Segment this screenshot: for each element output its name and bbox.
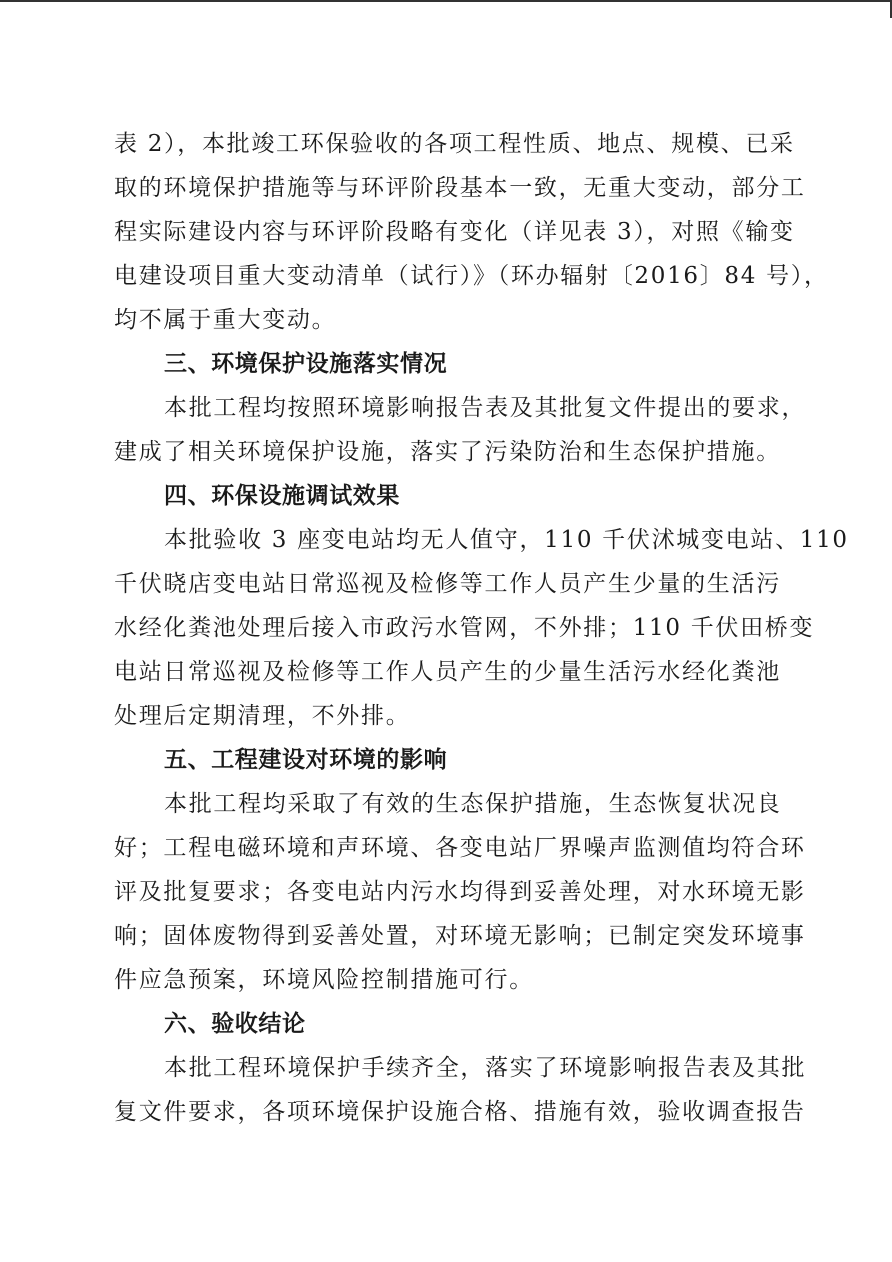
- section-heading-6: 六、验收结论: [164, 1011, 306, 1037]
- paragraph-line: 取的环境保护措施等与环评阶段基本一致，无重大变动，部分工: [114, 175, 806, 201]
- paragraph-line: 本批工程均采取了有效的生态保护措施，生态恢复状况良: [164, 791, 782, 817]
- paragraph-line: 件应急预案，环境风险控制措施可行。: [114, 967, 534, 993]
- document-body: [114, 122, 849, 1134]
- section-heading-5: 五、工程建设对环境的影响: [164, 747, 448, 773]
- section-heading-3: 三、环境保护设施落实情况: [164, 351, 448, 377]
- page-top-border: [0, 0, 892, 2]
- paragraph-line: 响；固体废物得到妥善处置，对环境无影响；已制定突发环境事: [114, 923, 806, 949]
- paragraph-line: 均不属于重大变动。: [114, 307, 337, 333]
- paragraph-line: 本批工程均按照环境影响报告表及其批复文件提出的要求，: [164, 395, 807, 421]
- paragraph-line: 表 2），本批竣工环保验收的各项工程性质、地点、规模、已采: [114, 131, 795, 157]
- paragraph-line: 好；工程电磁环境和声环境、各变电站厂界噪声监测值均符合环: [114, 835, 806, 861]
- paragraph-line: 复文件要求，各项环境保护设施合格、措施有效，验收调查报告: [114, 1099, 806, 1125]
- paragraph-line: 评及批复要求；各变电站内污水均得到妥善处理，对水环境无影: [114, 879, 806, 905]
- paragraph-line: 千伏晓店变电站日常巡视及检修等工作人员产生少量的生活污: [114, 571, 781, 597]
- paragraph-line: 本批验收 3 座变电站均无人值守，110 千伏沭城变电站、110: [164, 527, 849, 553]
- paragraph-line: 水经化粪池处理后接入市政污水管网，不外排；110 千伏田桥变: [114, 615, 815, 641]
- paragraph-line: 本批工程环境保护手续齐全，落实了环境影响报告表及其批: [164, 1055, 807, 1081]
- section-heading-4: 四、环保设施调试效果: [164, 483, 400, 509]
- paragraph-line: 程实际建设内容与环评阶段略有变化（详见表 3），对照《输变: [114, 219, 795, 245]
- paragraph-line: 处理后定期清理，不外排。: [114, 703, 411, 729]
- paragraph-line: 建成了相关环境保护设施，落实了污染防治和生态保护措施。: [114, 439, 781, 465]
- paragraph-line: 电建设项目重大变动清单（试行）》（环办辐射〔2016〕84 号），: [114, 263, 829, 289]
- paragraph-line: 电站日常巡视及检修等工作人员产生的少量生活污水经化粪池: [114, 659, 781, 685]
